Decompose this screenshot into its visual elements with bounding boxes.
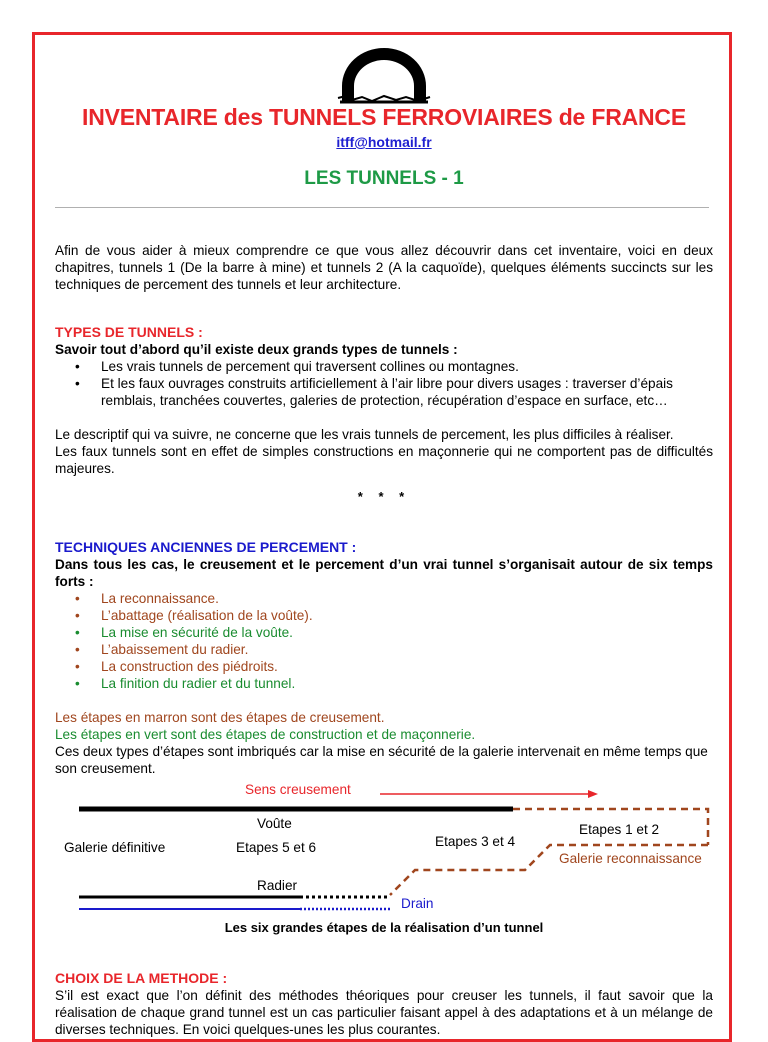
page-subtitle: LES TUNNELS - 1 bbox=[304, 168, 464, 189]
list-item: • Et les faux ouvrages construits artificiellement à l’air libre pour divers usages : traverser d’épais remblais, tranchées couvertes, galeries de protection, récupération d’espace en surface, etc… bbox=[55, 375, 715, 409]
note-green: Les étapes en vert sont des étapes de construction et de maçonnerie. bbox=[55, 727, 476, 742]
step-item: • L’abaissement du radier. bbox=[55, 641, 715, 658]
galerie-reconnaissance-label: Galerie reconnaissance bbox=[559, 851, 702, 866]
methode-paragraph: S’il est exact que l’on définit des méthodes théoriques pour creuser les tunnels, il faut savoir que la réalisation de chaque grand tunnel est un cas particulier faisant appel à des adaptations et à un mélange de diverses techniques. En voici quelques-unes les plus courantes. bbox=[55, 988, 713, 1037]
sens-label: Sens creusement bbox=[245, 782, 351, 797]
step-item: • L’abattage (réalisation de la voûte). bbox=[55, 607, 715, 624]
etapes34-label: Etapes 3 et 4 bbox=[435, 834, 516, 849]
step-item: • La finition du radier et du tunnel. bbox=[55, 675, 715, 692]
types-note-2: Les faux tunnels sont en effet de simples constructions en maçonnerie qui ne comportent pas de difficultés majeures. bbox=[55, 444, 713, 476]
step-item: • La mise en sécurité de la voûte. bbox=[55, 624, 715, 641]
etapes12-label: Etapes 1 et 2 bbox=[579, 822, 660, 837]
page-title: INVENTAIRE des TUNNELS FERROVIAIRES de FRANCE bbox=[82, 104, 686, 130]
intro-paragraph: Afin de vous aider à mieux comprendre ce que vous allez découvrir dans cet inventaire, voici en deux chapitres, tunnels 1 (De la barre à mine) et tunnels 2 (A la caquoïde), quelques éléments succincts sur les techniques de percement des tunnels et leur architecture. bbox=[55, 243, 713, 292]
techniques-heading: TECHNIQUES ANCIENNES DE PERCEMENT : bbox=[55, 539, 357, 555]
radier-label: Radier bbox=[257, 878, 298, 893]
separator-stars: * * * bbox=[357, 489, 411, 504]
tunnel-logo-icon bbox=[332, 46, 436, 106]
galerie-definitive-label: Galerie définitive bbox=[64, 840, 166, 855]
note-brown: Les étapes en marron sont des étapes de creusement. bbox=[55, 710, 385, 725]
diagram-caption: Les six grandes étapes de la réalisation d’un tunnel bbox=[224, 920, 544, 935]
methode-heading: CHOIX DE LA METHODE : bbox=[55, 970, 228, 986]
techniques-lead: Dans tous les cas, le creusement et le percement d’un vrai tunnel s’organisait autour de six temps forts : bbox=[55, 557, 713, 589]
types-lead: Savoir tout d’abord qu’il existe deux grands types de tunnels : bbox=[55, 342, 458, 357]
techniques-steps bbox=[55, 590, 715, 692]
voute-label: Voûte bbox=[257, 816, 292, 831]
step-item: • La construction des piédroits. bbox=[55, 658, 715, 675]
etapes56-label: Etapes 5 et 6 bbox=[236, 840, 317, 855]
divider bbox=[55, 207, 709, 208]
types-heading: TYPES DE TUNNELS : bbox=[55, 324, 203, 340]
drain-label: Drain bbox=[401, 896, 434, 911]
types-list bbox=[55, 358, 715, 409]
note-black: Ces deux types d’étapes sont imbriqués car la mise en sécurité de la galerie intervenait en même temps que son creusement. bbox=[55, 744, 708, 776]
step-item: • La reconnaissance. bbox=[55, 590, 715, 607]
types-note-1: Le descriptif qui va suivre, ne concerne que les vrais tunnels de percement, les plus difficiles à réaliser. bbox=[55, 427, 674, 442]
email-link[interactable]: itff@hotmail.fr bbox=[336, 134, 432, 150]
list-item: • Les vrais tunnels de percement qui traversent collines ou montagnes. bbox=[55, 358, 715, 375]
